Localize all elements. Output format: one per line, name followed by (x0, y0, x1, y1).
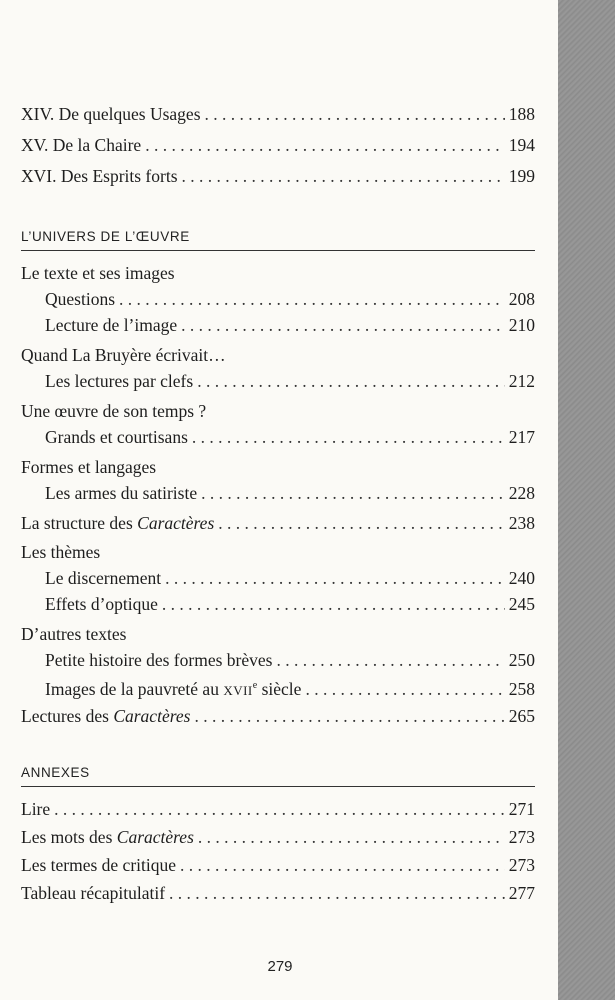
toc-entry-page: 208 (508, 289, 535, 309)
toc-entry-page: 250 (508, 650, 535, 670)
leader-dots (305, 676, 504, 702)
leader-dots (145, 132, 505, 158)
leader-dots (182, 163, 505, 189)
leader-dots (162, 591, 505, 617)
toc-entry (21, 880, 535, 906)
toc-entry-page: 210 (508, 315, 535, 335)
toc-entry-page: 188 (508, 104, 535, 124)
toc-entry-page: 273 (508, 827, 535, 847)
leader-dots (218, 510, 504, 536)
toc-entry (45, 673, 535, 699)
toc-entry (45, 368, 535, 394)
toc-group-title: D’autres textes (21, 624, 127, 644)
toc-entry-label: Les lectures par clefs (45, 371, 194, 391)
toc-entry-label: La structure des Caractères (21, 513, 215, 533)
toc-entry-label: Les mots des Caractères (21, 827, 194, 847)
toc-entry-page: 199 (508, 166, 535, 186)
toc-entry (45, 312, 535, 338)
toc-entry (45, 565, 535, 591)
toc-entry-label: Lecture de l’image (45, 315, 178, 335)
toc-entry-page: 245 (508, 594, 535, 614)
toc-entry-page: 212 (508, 371, 535, 391)
toc-entry-page: 271 (508, 799, 535, 819)
toc-entry-label: Lectures des Caractères (21, 706, 191, 726)
toc-entry-page: 258 (508, 678, 535, 699)
toc-entry (45, 424, 535, 450)
section-heading: L’UNIVERS DE L’ŒUVRE (21, 224, 535, 251)
toc-group-title: Le texte et ses images (21, 263, 175, 283)
toc-entry (45, 591, 535, 617)
toc-entry (21, 163, 535, 189)
leader-dots (181, 312, 505, 338)
toc-entry-label: Le discernement (45, 568, 162, 588)
toc-entry (45, 647, 535, 673)
toc-entry-label: Les armes du satiriste (45, 483, 198, 503)
toc-entry (21, 132, 535, 158)
toc-entry-label: Questions (45, 289, 115, 309)
toc-entry-label: Images de la pauvreté au XVIIe siècle (45, 678, 302, 699)
leader-dots (165, 565, 505, 591)
leader-dots (194, 703, 504, 729)
toc-entry (21, 852, 535, 878)
leader-dots (197, 368, 505, 394)
toc-entry-label: XVI. Des Esprits forts (21, 166, 178, 186)
toc-entry-label: Tableau récapitulatif (21, 883, 166, 903)
toc-entry (21, 824, 535, 850)
page-edge-shadow (558, 0, 615, 1000)
toc-group-title: Quand La Bruyère écrivait… (21, 345, 226, 365)
toc-entry-label: Grands et courtisans (45, 427, 188, 447)
toc-group-title: Une œuvre de son temps ? (21, 401, 207, 421)
leader-dots (205, 101, 505, 127)
toc-entry-label: Effets d’optique (45, 594, 158, 614)
toc-entry-page: 273 (508, 855, 535, 875)
leader-dots (54, 796, 505, 822)
leader-dots (198, 824, 505, 850)
toc-entry-label: XIV. De quelques Usages (21, 104, 201, 124)
leader-dots (169, 880, 505, 906)
page-number: 279 (267, 958, 293, 975)
toc-entry-page: 240 (508, 568, 535, 588)
toc-group-title: Formes et langages (21, 457, 157, 477)
toc-entry (21, 101, 535, 127)
toc-entry (21, 703, 535, 729)
leader-dots (180, 852, 505, 878)
toc-entry (21, 510, 535, 536)
toc-entry-page: 265 (508, 706, 535, 726)
toc-entry-page: 238 (508, 513, 535, 533)
toc-entry-page: 194 (508, 135, 535, 155)
toc-entry (45, 286, 535, 312)
toc-entry-page: 228 (508, 483, 535, 503)
toc-entry-label: Lire (21, 799, 51, 819)
toc-entry-label: Les termes de critique (21, 855, 177, 875)
leader-dots (201, 480, 505, 506)
leader-dots (276, 647, 504, 673)
toc-entry (45, 480, 535, 506)
toc-entry-label: Petite histoire des formes brèves (45, 650, 273, 670)
toc-entry-page: 277 (508, 883, 535, 903)
toc-entry-page: 217 (508, 427, 535, 447)
leader-dots (119, 286, 505, 312)
leader-dots (192, 424, 505, 450)
toc-entry (21, 796, 535, 822)
toc-entry-label: XV. De la Chaire (21, 135, 142, 155)
toc-group-title: Les thèmes (21, 542, 101, 562)
section-heading: ANNEXES (21, 760, 535, 787)
